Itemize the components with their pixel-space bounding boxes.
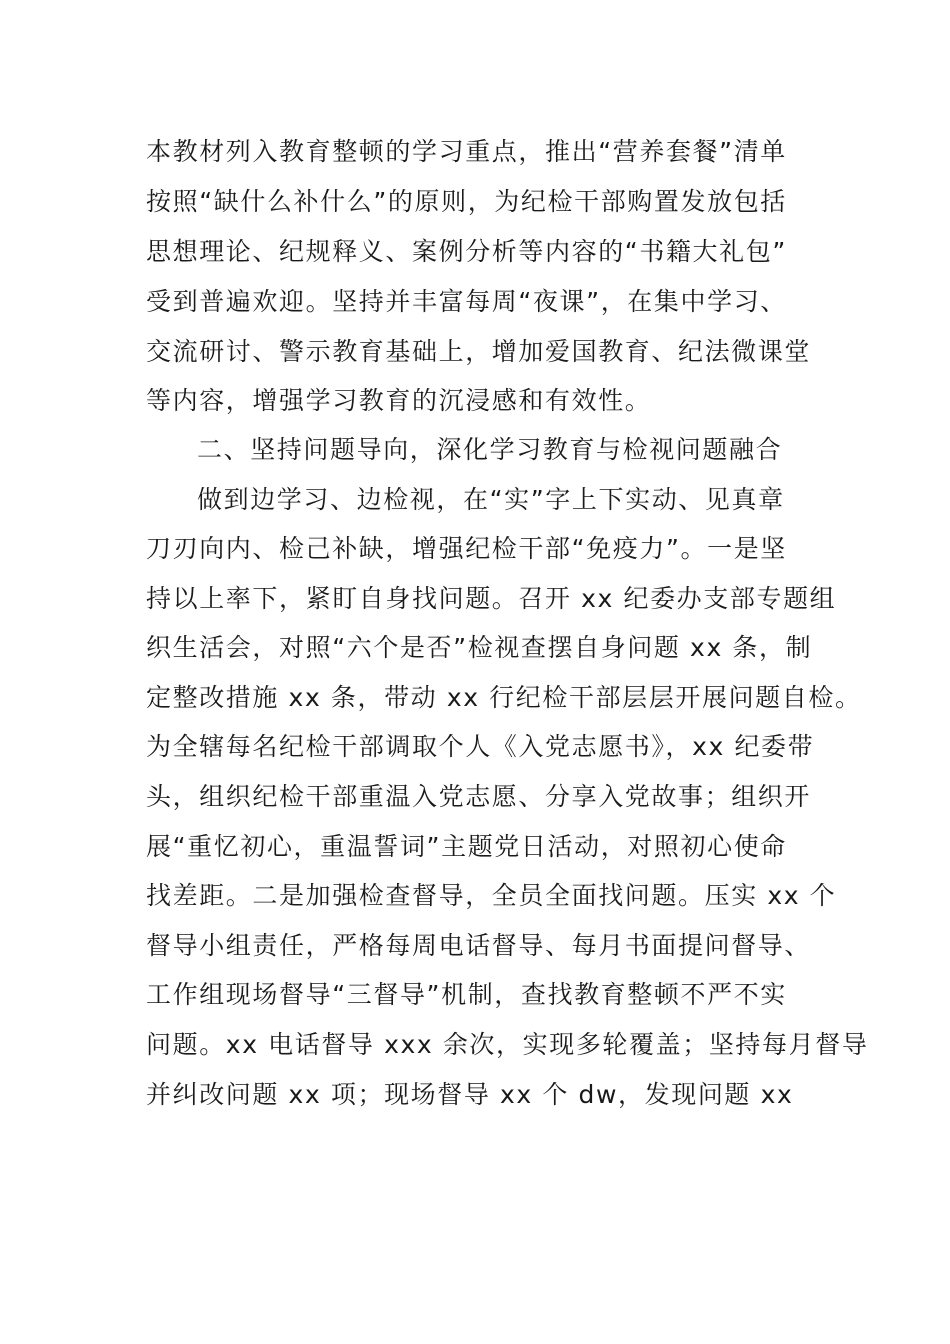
body-line: 问题。xx 电话督导 xxx 余次，实现多轮覆盖；坚持每月督导 xyxy=(146,1030,869,1059)
body-line: 本教材列入教育整顿的学习重点，推出“营养套餐”清单 xyxy=(146,137,787,166)
body-line: 按照“缺什么补什么”的原则，为纪检干部购置发放包括 xyxy=(146,187,787,216)
body-line: 为全辖每名纪检干部调取个人《入党志愿书》，xx 纪委带 xyxy=(146,732,815,761)
body-line: 持以上率下，紧盯自身找问题。召开 xx 纪委办支部专题组 xyxy=(146,584,837,613)
paragraph-first-line: 做到边学习、边检视，在“实”字上下实动、见真章 xyxy=(197,485,785,514)
body-line: 展“重忆初心，重温誓词”主题党日活动，对照初心使命 xyxy=(146,832,787,861)
body-line: 受到普遍欢迎。坚持并丰富每周“夜课”，在集中学习、 xyxy=(146,287,787,316)
body-line: 定整改措施 xx 条，带动 xx 行纪检干部层层开展问题自检。 xyxy=(146,683,862,712)
body-line: 刀刃向内、检己补缺，增强纪检干部“免疫力”。一是坚 xyxy=(146,534,787,563)
body-line: 督导小组责任，严格每周电话督导、每月书面提问督导、 xyxy=(146,931,812,960)
body-line: 交流研讨、警示教育基础上，增加爱国教育、纪法微课堂 xyxy=(146,337,812,366)
body-line: 工作组现场督导“三督导”机制，查找教育整顿不严不实 xyxy=(146,980,787,1009)
body-line: 思想理论、纪规释义、案例分析等内容的“书籍大礼包” xyxy=(146,237,787,266)
body-line: 等内容，增强学习教育的沉浸感和有效性。 xyxy=(146,386,652,415)
body-line: 找差距。二是加强检查督导，全员全面找问题。压实 xx 个 xyxy=(146,881,837,910)
body-line: 织生活会，对照“六个是否”检视查摆自身问题 xx 条，制 xyxy=(146,633,813,662)
body-line: 并纠改问题 xx 项；现场督导 xx 个 dw，发现问题 xx xyxy=(146,1080,794,1109)
section-heading: 二、坚持问题导向，深化学习教育与检视问题融合 xyxy=(197,435,783,464)
body-line: 头，组织纪检干部重温入党志愿、分享入党故事；组织开 xyxy=(146,782,812,811)
